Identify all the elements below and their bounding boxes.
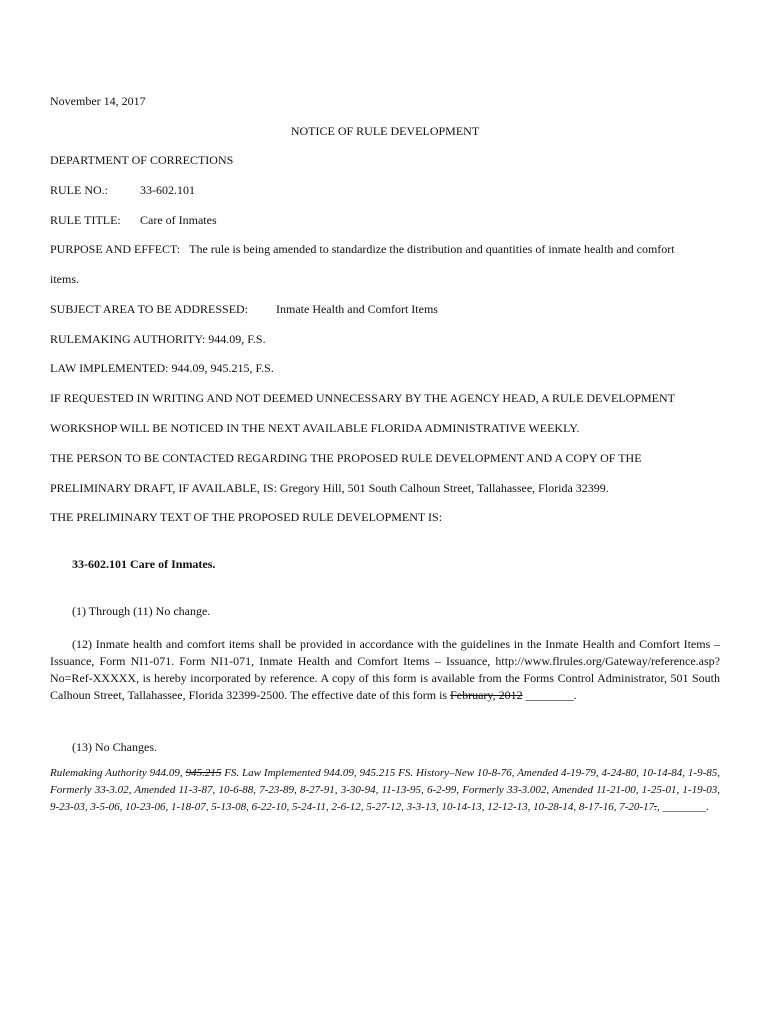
rule-section-heading: 33-602.101 Care of Inmates.: [72, 557, 216, 571]
notice-date: November 14, 2017: [50, 94, 146, 108]
workshop-line-2: WORKSHOP WILL BE NOTICED IN THE NEXT AVAILABLE FLORIDA ADMINISTRATIVE WEEKLY.: [50, 421, 580, 435]
law-implemented: LAW IMPLEMENTED: 944.09, 945.215, F.S.: [50, 361, 274, 375]
paragraph-13: (13) No Changes.: [72, 740, 157, 754]
contact-line-2: PRELIMINARY DRAFT, IF AVAILABLE, IS: Gregory Hill, 501 South Calhoun Street, Tallahassee, Florida 32399.: [50, 481, 609, 495]
purpose-text: The rule is being amended to standardize the distribution and quantities of inmate health and comfort: [189, 242, 675, 256]
contact-line-1: THE PERSON TO BE CONTACTED REGARDING THE PROPOSED RULE DEVELOPMENT AND A COPY OF THE: [50, 451, 642, 465]
rule-number-value: 33-602.101: [140, 183, 195, 197]
purpose-label: PURPOSE AND EFFECT:: [50, 242, 181, 256]
subject-label: SUBJECT AREA TO BE ADDRESSED:: [50, 302, 249, 316]
paragraph-1-11: (1) Through (11) No change.: [72, 604, 211, 618]
paragraph-12: [50, 636, 720, 704]
history-struck-period: .: [654, 801, 657, 813]
purpose-effect: [50, 242, 675, 257]
history-tail: , ________.: [656, 801, 710, 813]
preliminary-text-heading: THE PRELIMINARY TEXT OF THE PROPOSED RULE DEVELOPMENT IS:: [50, 510, 443, 524]
struck-date: February, 2012: [450, 688, 523, 702]
subject-area: [50, 302, 438, 317]
notice-heading: NOTICE OF RULE DEVELOPMENT: [290, 124, 480, 138]
purpose-continuation: items.: [50, 272, 79, 286]
rule-title: [50, 213, 217, 228]
paragraph-12-text: (12) Inmate health and comfort items shall be provided in accordance with the guidelines in the Inmate Health and Comfort Items – Issuance, Form NI1-071. Form NI1-071, Inmate Health and Comfort Items – Issuance, http://www.flrules.org/Gateway/reference.asp?No=Ref-XXXXX, is hereby incorporated by reference. A copy of this form is available from the Forms Control Administrator, 501 South Calhoun Street, Tallahassee, Florida 32399-2500. The effective date of this form is: [50, 637, 720, 702]
paragraph-12-tail: ________.: [522, 688, 577, 702]
history-struck-reference: 945.215: [185, 767, 222, 779]
history-text: FS. Law Implemented 944.09, 945.215 FS. History–New 10-8-76, Amended 4-19-79, 4-24-80, 10-14-84, 1-9-85, Formerly 33-3.02, Amended 11-3-87, 10-6-88, 7-23-89, 8-27-91, 3-30-94, 11-13-95, 6-2-99, Formerly 33-3.002, Amended 11-21-00, 1-25-01, 1-19-03, 9-23-03, 3-5-06, 10-23-06, 1-18-07, 5-13-08, 6-22-10, 5-24-11, 2-6-12, 5-27-12, 3-3-13, 10-14-13, 12-12-13, 10-28-14, 8-17-16, 7-20-17: [50, 767, 720, 813]
subject-value: Inmate Health and Comfort Items: [276, 302, 438, 316]
department-name: DEPARTMENT OF CORRECTIONS: [50, 153, 234, 167]
rule-title-value: Care of Inmates: [140, 213, 217, 227]
history-prefix: Rulemaking Authority 944.09,: [50, 767, 186, 779]
rule-number-label: RULE NO.:: [50, 183, 108, 197]
rule-number: [50, 183, 195, 198]
rule-history: [50, 765, 720, 816]
rulemaking-authority: RULEMAKING AUTHORITY: 944.09, F.S.: [50, 332, 266, 346]
rule-title-label: RULE TITLE:: [50, 213, 121, 227]
workshop-line-1: IF REQUESTED IN WRITING AND NOT DEEMED UNNECESSARY BY THE AGENCY HEAD, A RULE DEVELOPMENT: [50, 391, 675, 405]
